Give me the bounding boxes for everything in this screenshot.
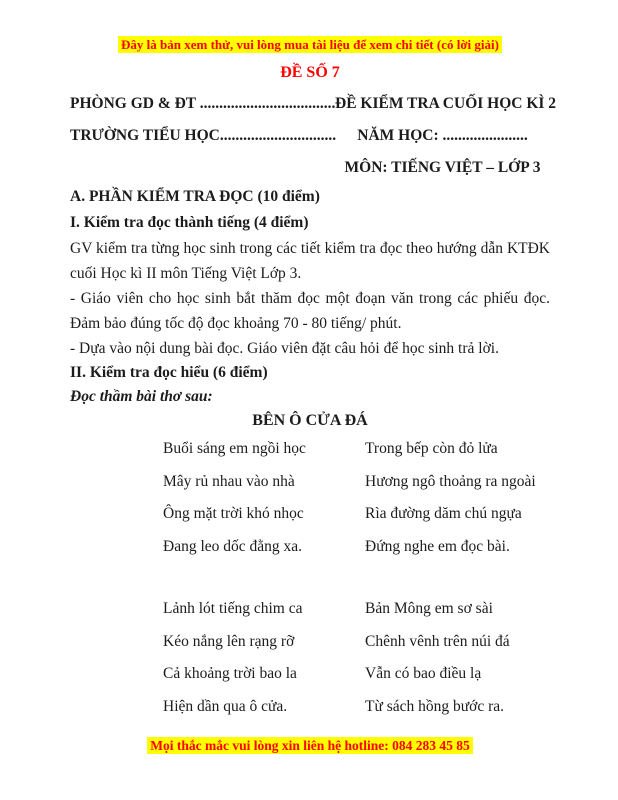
exam-header-block bbox=[70, 88, 557, 184]
hotline-banner: Mọi thắc mắc vui lòng xin liên hệ hotline: 084 283 45 85 bbox=[147, 737, 473, 754]
poem-stanza-1 bbox=[163, 433, 550, 563]
header-row bbox=[70, 152, 550, 184]
stanza-1-right-column bbox=[365, 433, 550, 563]
poem-line: Bản Mông em sơ sài bbox=[365, 600, 493, 617]
stanza-1-left-column bbox=[163, 433, 365, 563]
poem-stanza-2 bbox=[163, 593, 550, 723]
header-row bbox=[70, 120, 550, 152]
poem-line: Hương ngô thoảng ra ngoài bbox=[365, 472, 536, 490]
top-banner-row bbox=[70, 36, 550, 54]
section-a-heading: A. PHẦN KIỂM TRA ĐỌC (10 điểm) bbox=[70, 188, 320, 205]
poem-line: Từ sách hồng bước ra. bbox=[365, 697, 505, 715]
subject-line: MÔN: TIẾNG VIỆT – LỚP 3 bbox=[344, 159, 541, 176]
exam-number-row bbox=[70, 64, 550, 82]
poem-line: Chênh vênh trên núi đá bbox=[365, 632, 510, 650]
section-i-heading: I. Kiểm tra đọc thành tiếng (4 điểm) bbox=[70, 214, 309, 231]
poem-line: Vẫn có bao điều lạ bbox=[365, 665, 482, 682]
stanza-2-right-column bbox=[365, 593, 550, 723]
poem-line: Buổi sáng em ngồi học bbox=[163, 440, 306, 457]
stanza-2-left-column bbox=[163, 593, 365, 723]
preview-notice-banner: Đây là bản xem thử, vui lòng mua tài liệu để xem chi tiết (có lời giải) bbox=[118, 36, 502, 53]
bottom-banner-row bbox=[70, 737, 550, 755]
reading-speed-paragraph: - Giáo viên cho học sinh bắt thăm đọc một đoạn văn trong các phiếu đọc. Đảm bảo đúng tốc độ đọc khoảng 70 - 80 tiếng/ phút. bbox=[70, 290, 550, 332]
poem-line: Hiện dần qua ô cửa. bbox=[163, 697, 288, 715]
poem bbox=[163, 433, 550, 723]
poem-line: Lảnh lót tiếng chim ca bbox=[163, 600, 303, 617]
poem-line: Mây rủ nhau vào nhà bbox=[163, 472, 295, 490]
poem-line: Kéo nắng lên rạng rỡ bbox=[163, 632, 295, 650]
poem-line: Đứng nghe em đọc bài. bbox=[365, 537, 510, 555]
poem-line: Cả khoảng trời bao la bbox=[163, 665, 297, 682]
reading-instruction: Đọc thầm bài thơ sau: bbox=[70, 388, 213, 405]
school-line: TRƯỜNG TIỂU HỌC.............................. bbox=[70, 127, 337, 144]
exam-number-title: ĐỀ SỐ 7 bbox=[280, 64, 340, 81]
department-line: PHÒNG GD & ĐT ................................... bbox=[70, 95, 336, 112]
section-ii-heading: II. Kiểm tra đọc hiểu (6 điểm) bbox=[70, 364, 268, 381]
poem-line: Trong bếp còn đỏ lửa bbox=[365, 440, 498, 457]
poem-line: Rìa đường dăm chú ngựa bbox=[365, 505, 522, 522]
poem-title: BÊN Ô CỬA ĐÁ bbox=[252, 412, 368, 429]
poem-line: Ông mặt trời khó nhọc bbox=[163, 505, 304, 522]
reading-test-paragraph: GV kiểm tra từng học sinh trong các tiết kiểm tra đọc theo hướng dẫn KTĐK cuối Học kì II môn Tiếng Việt Lớp 3. bbox=[70, 240, 550, 282]
header-left-empty bbox=[70, 152, 335, 184]
exam-title-line: ĐỀ KIỂM TRA CUỐI HỌC KÌ 2 bbox=[335, 95, 557, 112]
header-row bbox=[70, 88, 557, 120]
question-answer-paragraph: - Dựa vào nội dung bài đọc. Giáo viên đặt câu hỏi để học sinh trả lời. bbox=[70, 340, 499, 357]
school-year-line: NĂM HỌC: ...................... bbox=[357, 127, 528, 144]
poem-line: Đang leo dốc đằng xa. bbox=[163, 537, 303, 555]
